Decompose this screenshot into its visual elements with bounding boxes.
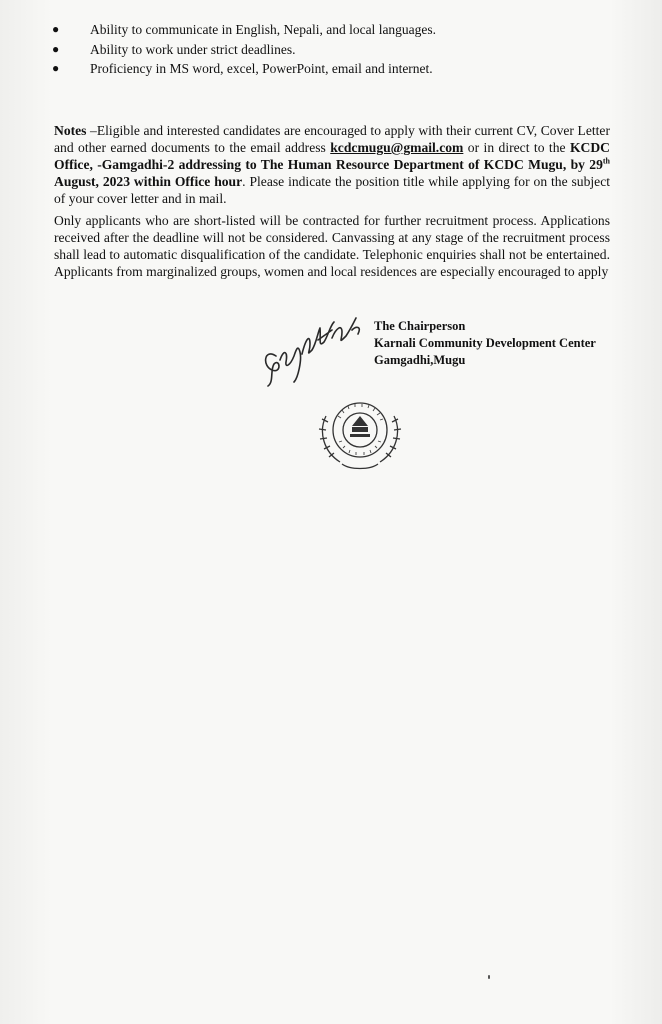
requirement-text: Ability to communicate in English, Nepali, and local languages.: [90, 22, 437, 37]
signatory-location: Gamgadhi,Mugu: [374, 353, 466, 367]
office-address: KCDC Office, -Gamgadhi-2 addressing to The Human Resource Department of KCDC Mugu, by 29: [54, 140, 610, 172]
requirement-text: Ability to work under strict deadlines.: [90, 41, 296, 57]
conditions-paragraph: Only applicants who are short-listed will be contracted for further recruitment process. Applications received after the deadline will not be considered. Canvassing at any stage of the recruitment process shall lead to automatic disqualification of the candidate. Telephonic enquiries shall not be entertained. Applicants from marginalized groups, women and local residences are especially encouraged to apply: [54, 213, 610, 279]
list-item: [50, 59, 610, 79]
bullet-icon: ●: [52, 61, 60, 75]
scan-speck: [488, 975, 490, 979]
notes-text: –Eligible and interested candidates are encouraged to apply with their current CV, Cover Letter and other earned documents to the email address: [54, 123, 610, 155]
date-suffix: th: [602, 156, 610, 166]
seal-icon: [312, 386, 408, 482]
signatory-organization: Karnali Community Development Center: [374, 336, 596, 350]
list-item: [50, 20, 610, 40]
bullet-icon: ●: [52, 41, 60, 56]
signatory-block: [374, 318, 596, 369]
bullet-icon: ●: [52, 22, 60, 36]
email-link[interactable]: kcdcmugu@gmail.com: [330, 140, 464, 155]
signatory-title: The Chairperson: [374, 319, 466, 333]
notes-label: Notes: [54, 123, 87, 138]
list-item: [50, 40, 610, 60]
notes-text: . Please indicate the position title while applying for on the subject of your cover letter and in mail.: [54, 174, 611, 206]
requirements-list: [50, 20, 610, 79]
notes-text: or in direct to the: [463, 140, 570, 155]
requirement-text: Proficiency in MS word, excel, PowerPoint, email and internet.: [90, 61, 433, 76]
signature-icon: [258, 308, 368, 390]
deadline: August, 2023 within Office hour: [54, 174, 243, 189]
notes-paragraph: [54, 122, 610, 207]
